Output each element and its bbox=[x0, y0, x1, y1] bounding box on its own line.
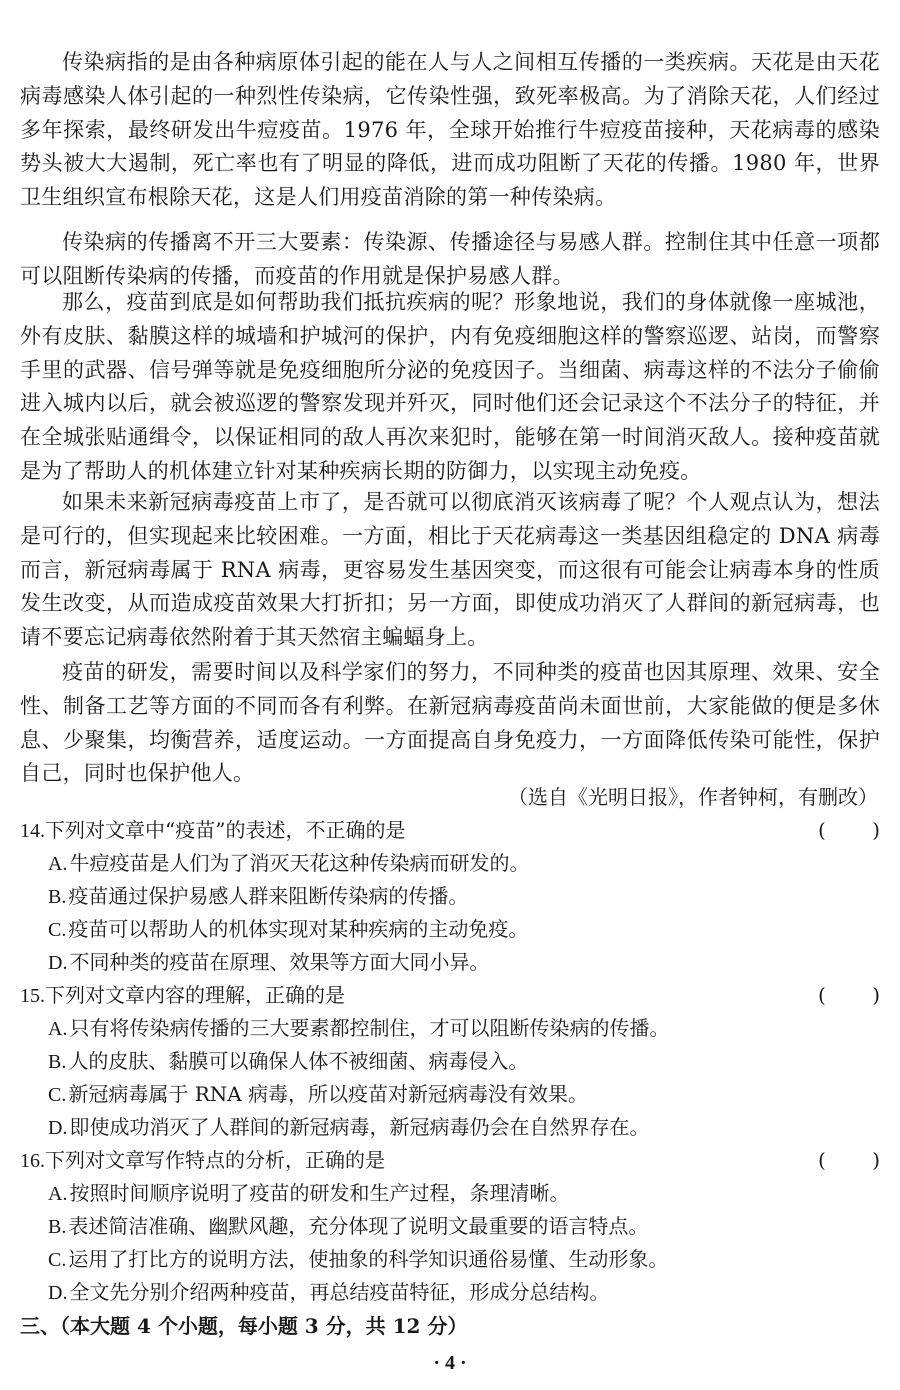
question-14-option-c[interactable]: C. 疫苗可以帮助人的机体实现对某种疾病的主动免疫。 bbox=[48, 917, 529, 941]
article-paragraph-2: 传染病的传播离不开三大要素：传染源、传播途径与易感人群。控制住其中任意一项都可以阻断传染病的传播，而疫苗的作用就是保护易感人群。 bbox=[20, 230, 880, 288]
question-15-stem bbox=[20, 979, 880, 1012]
article-paragraph-4: 如果未来新冠病毒疫苗上市了，是否就可以彻底消灭该病毒了呢？个人观点认为，想法是可行的，但实现起来比较困难。一方面，相比于天花病毒这一类基因组稳定的 DNA 病毒而言，新冠病毒属于 RNA 病毒，更容易发生基因突变，而这很有可能会让病毒本身的性质发生改变，从而造成疫苗效果大打折扣；另一方面，即使成功消灭了人群间的新冠病毒，也请不要忘记病毒依然附着于其天然宿主蝙蝠身上。 bbox=[20, 490, 880, 650]
question-15-option-a[interactable]: A. 只有将传染病传播的三大要素都控制住，才可以阻断传染病的传播。 bbox=[48, 1016, 670, 1040]
question-15-option-b[interactable]: B. 人的皮肤、黏膜可以确保人体不被细菌、病毒侵入。 bbox=[48, 1049, 529, 1073]
answer-blank[interactable]: ( ) bbox=[818, 1148, 880, 1172]
question-16-option-a[interactable]: A. 按照时间顺序说明了疫苗的研发和生产过程，条理清晰。 bbox=[48, 1181, 570, 1205]
question-16-stem bbox=[20, 1144, 880, 1177]
article-paragraph-5: 疫苗的研发，需要时间以及科学家们的努力，不同种类的疫苗也因其原理、效果、安全性、制备工艺等方面的不同而各有利弊。在新冠病毒疫苗尚未面世前，大家能做的便是多休息、少聚集，均衡营养，适度运动。一方面提高自身免疫力，一方面降低传染可能性，保护自己，同时也保护他人。 bbox=[20, 660, 880, 786]
answer-blank[interactable]: ( ) bbox=[818, 983, 880, 1007]
question-15-option-c[interactable]: C. 新冠病毒属于 RNA 病毒，所以疫苗对新冠病毒没有效果。 bbox=[48, 1082, 589, 1106]
question-number: 16. bbox=[20, 1150, 45, 1172]
question-15-option-d[interactable]: D. 即使成功消灭了人群间的新冠病毒，新冠病毒仍会在自然界存在。 bbox=[48, 1115, 650, 1139]
question-14-option-b[interactable]: B. 疫苗通过保护易感人群来阻断传染病的传播。 bbox=[48, 884, 469, 908]
article-source: （选自《光明日报》，作者钟柯，有删改） bbox=[508, 785, 878, 809]
question-14-option-d[interactable]: D. 不同种类的疫苗在原理、效果等方面大同小异。 bbox=[48, 950, 490, 974]
question-16-option-b[interactable]: B. 表述简洁准确、幽默风趣，充分体现了说明文最重要的语言特点。 bbox=[48, 1214, 649, 1238]
question-text: 下列对文章写作特点的分析，正确的是 bbox=[45, 1148, 385, 1172]
article-paragraph-3: 那么，疫苗到底是如何帮助我们抵抗疾病的呢？形象地说，我们的身体就像一座城池，外有皮肤、黏膜这样的城墙和护城河的保护，内有免疫细胞这样的警察巡逻、站岗，而警察手里的武器、信号弹等就是免疫细胞所分泌的免疫因子。当细菌、病毒这样的不法分子偷偷进入城内以后，就会被巡逻的警察发现并歼灭，同时他们还会记录这个不法分子的特征，并在全城张贴通缉令，以保证相同的敌人再次来犯时，能够在第一时间消灭敌人。接种疫苗就是为了帮助人的机体建立针对某种疾病长期的防御力，以实现主动免疫。 bbox=[20, 290, 880, 483]
question-16-option-d[interactable]: D. 全文先分别介绍两种疫苗，再总结疫苗特征，形成分总结构。 bbox=[48, 1280, 610, 1304]
section-heading: 三、（本大题 4 个小题，每小题 3 分，共 12 分） bbox=[20, 1314, 468, 1338]
question-14-option-a[interactable]: A. 牛痘疫苗是人们为了消灭天花这种传染病而研发的。 bbox=[48, 851, 530, 875]
answer-blank[interactable]: ( ) bbox=[818, 818, 880, 842]
question-number: 14. bbox=[20, 820, 45, 842]
question-14-stem bbox=[20, 814, 880, 847]
question-16-option-c[interactable]: C. 运用了打比方的说明方法，使抽象的科学知识通俗易懂、生动形象。 bbox=[48, 1247, 669, 1271]
question-text: 下列对文章中“疫苗”的表述，不正确的是 bbox=[45, 818, 406, 842]
page-number: · 4 · bbox=[433, 1352, 467, 1374]
article-paragraph-1: 传染病指的是由各种病原体引起的能在人与人之间相互传播的一类疾病。天花是由天花病毒感染人体引起的一种烈性传染病，它传染性强，致死率极高。为了消除天花，人们经过多年探索，最终研发出牛痘疫苗。1976 年，全球开始推行牛痘疫苗接种，天花病毒的感染势头被大大遏制，死亡率也有了明显的降低，进而成功阻断了天花的传播。1980 年，世界卫生组织宣布根除天花，这是人们用疫苗消除的第一种传染病。 bbox=[20, 50, 880, 210]
question-text: 下列对文章内容的理解，正确的是 bbox=[45, 983, 345, 1007]
question-number: 15. bbox=[20, 985, 45, 1007]
